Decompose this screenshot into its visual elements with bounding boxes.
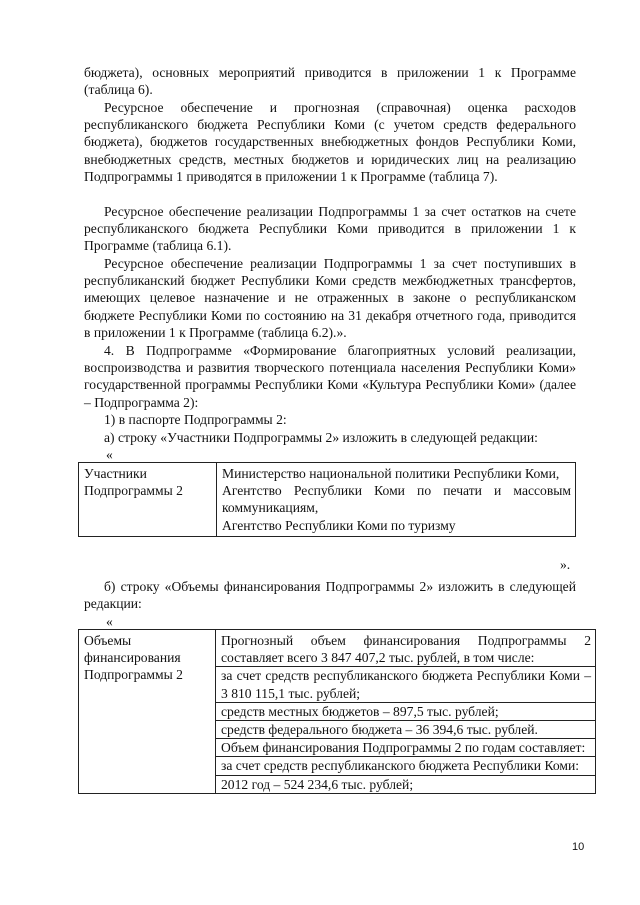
funding-line-4: средств федерального бюджета – 36 394,6 тыс. рублей. — [216, 720, 595, 738]
participants-line-1: Министерство национальной политики Республики Коми, — [222, 466, 560, 481]
page-number: 10 — [572, 841, 585, 853]
paragraph-6: 1) в паспорте Подпрограммы 2: — [104, 412, 287, 427]
funding-line-7: 2012 год – 524 234,6 тыс. рублей; — [216, 775, 595, 793]
paragraph-3: Ресурсное обеспечение реализации Подпрограммы 1 за счет остатков на счете республиканского бюджета Республики Коми приводится в приложении 1 к Программе (таблица 6.1). — [84, 204, 576, 254]
close-quote-1: ». — [560, 557, 571, 572]
funding-table — [78, 629, 596, 794]
funding-line-5: Объем финансирования Подпрограммы 2 по годам составляет: — [216, 738, 595, 756]
participants-line-3: Агентство Республики Коми по туризму — [222, 517, 456, 533]
funding-line-6: за счет средств республиканского бюджета Республики Коми: — [216, 756, 595, 774]
participants-value-cell — [217, 463, 576, 537]
open-quote-1: « — [106, 447, 113, 462]
funding-line-3: средств местных бюджетов – 897,5 тыс. рублей; — [216, 702, 595, 720]
open-quote-2: « — [106, 614, 113, 629]
table-row — [79, 463, 576, 537]
paragraph-4: Ресурсное обеспечение реализации Подпрограммы 1 за счет поступивших в республиканский бюджет Республики Коми средств межбюджетных трансфертов, имеющих целевое назначение и не отраженных в законе о республиканском бюджете Республики Коми по состоянию на 31 декабря отчетного года, приводится в приложении 1 к Программе (таблица 6.2).». — [84, 256, 576, 340]
paragraph-1: бюджета), основных мероприятий приводится в приложении 1 к Программе (таблица 6). — [84, 65, 576, 98]
funding-line-1: Прогнозный объем финансирования Подпрограммы 2 составляет всего 3 847 407,2 тыс. рублей, в том числе: — [221, 633, 591, 666]
table-row — [79, 630, 596, 794]
participants-label-cell — [79, 463, 217, 537]
funding-label: Объемы финансирования Подпрограммы 2 — [84, 633, 183, 683]
paragraph-5: 4. В Подпрограмме «Формирование благоприятных условий реализации, воспроизводства и развития творческого потенциала населения Республики Коми» государственной программы Республики Коми «Культура Республики Коми» (далее – Подпрограмма 2): — [84, 343, 576, 410]
participants-table — [78, 462, 576, 537]
paragraph-8: б) строку «Объемы финансирования Подпрограммы 2» изложить в следующей редакции: — [84, 579, 576, 612]
funding-line-2: за счет средств республиканского бюджета Республики Коми – 3 810 115,1 тыс. рублей; — [216, 666, 595, 701]
participants-label: Участники Подпрограммы 2 — [84, 466, 183, 499]
paragraph-7: а) строку «Участники Подпрограммы 2» изложить в следующей редакции: — [104, 430, 538, 445]
participants-line-2: Агентство Республики Коми по печати и массовым коммуникациям, — [222, 483, 571, 516]
funding-label-cell — [79, 630, 216, 794]
paragraph-2: Ресурсное обеспечение и прогнозная (справочная) оценка расходов республиканского бюджета Республики Коми (с учетом средств федерального бюджета), бюджетов государственных внебюджетных фондов Республики Коми, внебюджетных средств, местных бюджетов и юридических лиц на реализацию Подпрограммы 1 приводятся в приложении 1 к Программе (таблица 7). — [84, 100, 576, 184]
funding-value-cell — [216, 630, 596, 794]
